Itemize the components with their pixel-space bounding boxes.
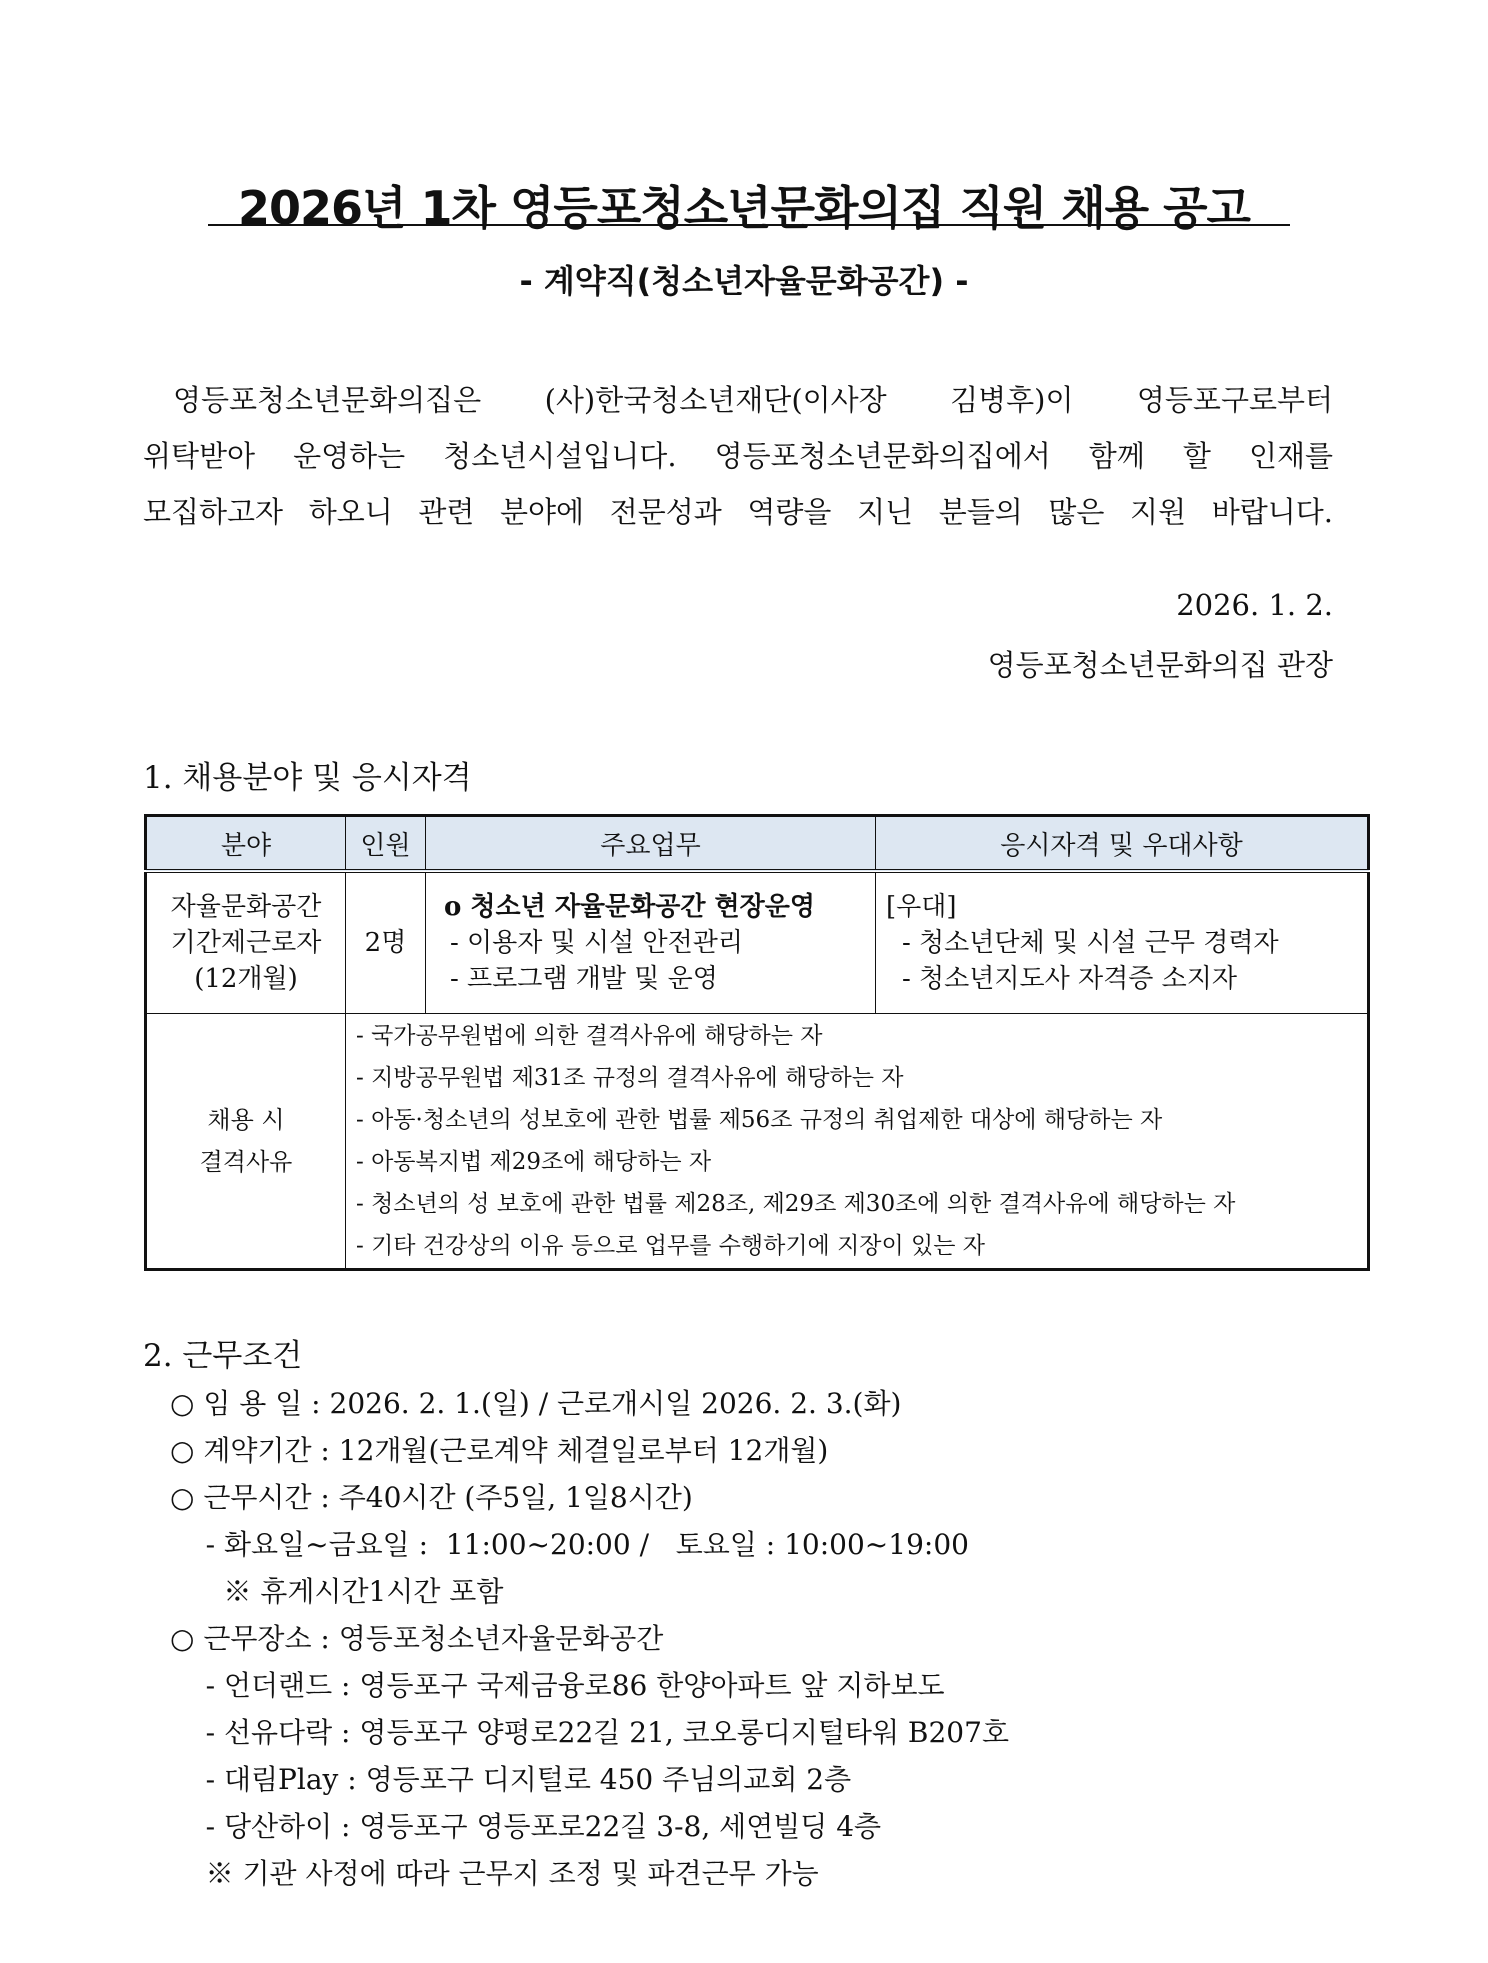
condition-line: ※ 기관 사정에 따라 근무지 조정 및 파견근무 가능 <box>170 1857 819 1890</box>
condition-line: ○ 근무시간 : 주40시간 (주5일, 1일8시간) <box>170 1481 693 1514</box>
field-line: (12개월) <box>194 964 298 994</box>
page-title: 2026년 1차 영등포청소년문화의집 직원 채용 공고 <box>238 181 1250 235</box>
header-qualifications: 응시자격 및 우대사항 <box>876 816 1369 872</box>
disq-item: - 아동·청소년의 성보호에 관한 법률 제56조 규정의 취업제한 대상에 해당하는 자 <box>356 1107 1163 1133</box>
disq-label-line: 결격사유 <box>199 1148 293 1176</box>
header-duties: 주요업무 <box>426 816 876 872</box>
header-field: 분야 <box>146 816 346 872</box>
condition-line: - 선유다락 : 영등포구 양평로22길 21, 코오롱디지털타워 B207호 <box>170 1716 1009 1749</box>
pref-item: - 청소년단체 및 시설 근무 경력자 <box>902 928 1279 958</box>
condition-line: - 화요일~금요일 : 11:00~20:00 / 토요일 : 10:00~19:00 <box>170 1528 969 1561</box>
table-row <box>146 1014 1369 1270</box>
disq-item: - 국가공무원법에 의한 결격사유에 해당하는 자 <box>356 1023 823 1049</box>
disq-item: - 청소년의 성 보호에 관한 법률 제28조, 제29조 제30조에 의한 결격사유에 해당하는 자 <box>356 1191 1236 1217</box>
disq-item: - 아동복지법 제29조에 해당하는 자 <box>356 1149 712 1175</box>
cell-qualifications <box>876 871 1369 1014</box>
pref-item: - 청소년지도사 자격증 소지자 <box>902 964 1237 994</box>
cell-disq-list <box>346 1014 1369 1270</box>
condition-line: - 대림Play : 영등포구 디지털로 450 주님의교회 2층 <box>170 1763 852 1796</box>
recruitment-table <box>144 814 1370 1271</box>
field-line: 자율문화공간 <box>170 892 322 922</box>
intro-paragraph <box>143 372 1333 540</box>
disq-label-line: 채용 시 <box>207 1106 285 1134</box>
issuer: 영등포청소년문화의집 관장 <box>987 648 1333 682</box>
cell-duties <box>426 871 876 1014</box>
intro-line: 모집하고자 하오니 관련 분야에 전문성과 역량을 지닌 분들의 많은 지원 바랍니다. <box>143 495 1333 529</box>
condition-line: ○ 계약기간 : 12개월(근로계약 체결일로부터 12개월) <box>170 1434 829 1467</box>
field-line: 기간제근로자 <box>170 928 322 958</box>
duties-title: o 청소년 자율문화공간 현장운영 <box>444 892 816 922</box>
condition-line: ※ 휴게시간1시간 포함 <box>170 1575 504 1608</box>
disq-item: - 기타 건강상의 이유 등으로 업무를 수행하기에 지장이 있는 자 <box>356 1233 986 1259</box>
disq-item: - 지방공무원법 제31조 규정의 결격사유에 해당하는 자 <box>356 1065 904 1091</box>
cell-disq-label <box>146 1014 346 1270</box>
section2-heading: 2. 근무조건 <box>143 1338 303 1374</box>
condition-line: ○ 근무장소 : 영등포청소년자율문화공간 <box>170 1622 664 1655</box>
intro-line: 영등포청소년문화의집은 (사)한국청소년재단(이사장 김병후)이 영등포구로부터 <box>173 383 1333 417</box>
condition-line: - 언더랜드 : 영등포구 국제금융로86 한양아파트 앞 지하보도 <box>170 1669 945 1702</box>
table-header-row <box>146 816 1369 872</box>
intro-line: 위탁받아 운영하는 청소년시설입니다. 영등포청소년문화의집에서 함께 할 인재를 <box>143 439 1333 473</box>
condition-line: ○ 임 용 일 : 2026. 2. 1.(일) / 근로개시일 2026. 2. 3.(화) <box>170 1387 902 1420</box>
header-count: 인원 <box>346 816 426 872</box>
cell-field <box>146 871 346 1014</box>
condition-line: - 당산하이 : 영등포구 영등포로22길 3-8, 세연빌딩 4층 <box>170 1810 882 1843</box>
notice-date: 2026. 1. 2. <box>1176 588 1333 622</box>
table-row <box>146 871 1369 1014</box>
duty-item: - 이용자 및 시설 안전관리 <box>450 928 744 958</box>
pref-title: [우대] <box>886 892 957 922</box>
cell-count: 2명 <box>346 871 426 1014</box>
page-subtitle: - 계약직(청소년자율문화공간) - <box>519 262 969 300</box>
duty-item: - 프로그램 개발 및 운영 <box>450 964 718 994</box>
section1-heading: 1. 채용분야 및 응시자격 <box>143 760 472 796</box>
title-underline <box>208 224 1290 226</box>
